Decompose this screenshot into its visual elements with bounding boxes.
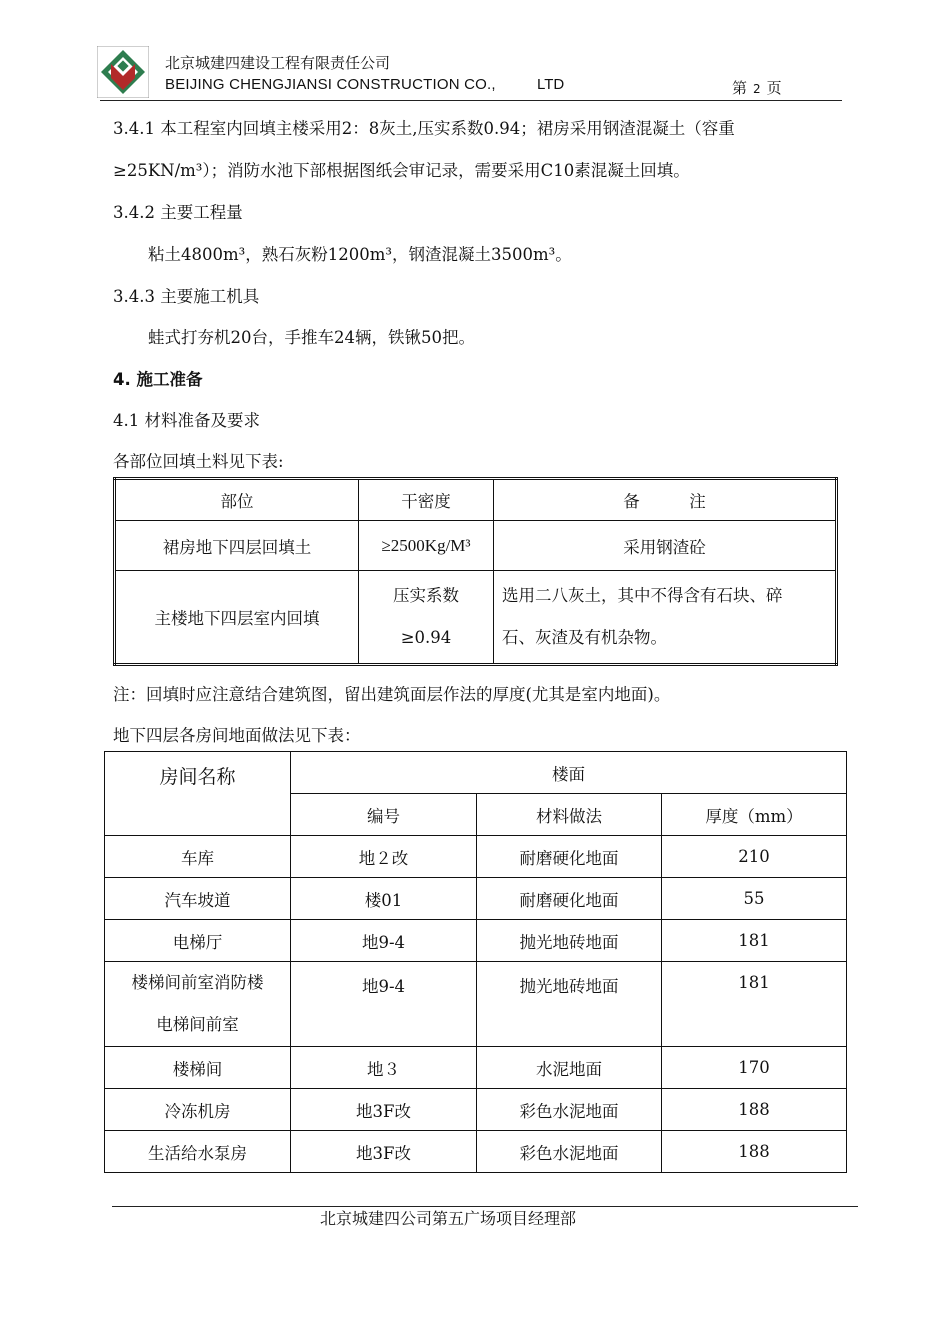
room-cell: 生活给水泵房	[105, 1131, 291, 1173]
table-header-cell: 厚度（mm）	[662, 794, 847, 836]
page-suffix: 页	[766, 79, 782, 97]
header-rule	[100, 100, 842, 101]
table1-note: 注：回填时应注意结合建筑图，留出建筑面层作法的厚度(尤其是室内地面)。	[113, 685, 671, 704]
room-cell	[105, 962, 291, 1047]
cell-line: 电梯间前室	[156, 1015, 239, 1034]
company-name-cn: 北京城建四建设工程有限责任公司	[165, 54, 391, 72]
paragraph-3-4-1-line1: 3.4.1 本工程室内回填主楼采用2：8灰土,压实系数0.94；裙房采用钢渣混凝土（容重	[113, 119, 735, 138]
heading-3-4-3: 3.4.3 主要施工机具	[113, 287, 260, 306]
method-cell: 彩色水泥地面	[477, 1089, 662, 1131]
table-header-cell: 部位	[115, 479, 359, 521]
table2-intro: 地下四层各房间地面做法见下表：	[113, 726, 361, 745]
thickness-cell: 170	[662, 1047, 847, 1089]
code-cell: 地9-4	[291, 962, 477, 1047]
page-prefix: 第	[732, 79, 748, 97]
table-cell: 主楼地下四层室内回填	[115, 571, 359, 665]
code-cell: 地２改	[291, 836, 477, 878]
method-cell: 抛光地砖地面	[477, 920, 662, 962]
cell-line: ≥0.94	[400, 628, 452, 647]
heading-4-1: 4.1 材料准备及要求	[113, 411, 260, 430]
cell-line: 楼梯间前室消防楼	[131, 973, 264, 992]
table-cell: ≥2500Kg/M³	[359, 521, 494, 571]
code-cell: 楼01	[291, 878, 477, 920]
method-cell: 耐磨硬化地面	[477, 878, 662, 920]
heading-3-4-2: 3.4.2 主要工程量	[113, 203, 243, 222]
paragraph-quantities: 粘土4800m³，熟石灰粉1200m³，钢渣混凝土3500m³。	[148, 245, 572, 264]
method-cell: 耐磨硬化地面	[477, 836, 662, 878]
table-cell	[359, 571, 494, 665]
thickness-cell: 188	[662, 1089, 847, 1131]
paragraph-machines: 蛙式打夯机20台，手推车24辆，铁锹50把。	[148, 328, 475, 347]
page-number-label	[732, 77, 782, 98]
thickness-cell: 55	[662, 878, 847, 920]
code-cell: 地3F改	[291, 1089, 477, 1131]
heading-4: 4. 施工准备	[113, 370, 203, 389]
room-cell: 车库	[105, 836, 291, 878]
table-header-cell: 材料做法	[477, 794, 662, 836]
table-row	[105, 1047, 847, 1089]
thickness-cell: 181	[662, 962, 847, 1047]
table-row	[105, 1089, 847, 1131]
table-cell	[494, 571, 837, 665]
cell-line: 压实系数	[393, 586, 459, 605]
table-row	[105, 878, 847, 920]
method-cell: 抛光地砖地面	[477, 962, 662, 1047]
floor-finish-table	[104, 751, 847, 1173]
room-cell: 电梯厅	[105, 920, 291, 962]
table-header-row	[105, 752, 847, 794]
cell-line: 选用二八灰土，其中不得含有石块、碎	[502, 586, 783, 605]
table1-intro: 各部位回填土料见下表:	[113, 452, 284, 471]
thickness-cell: 210	[662, 836, 847, 878]
thickness-cell: 188	[662, 1131, 847, 1173]
room-cell: 冷冻机房	[105, 1089, 291, 1131]
room-name-header: 房间名称	[105, 752, 291, 836]
method-cell: 彩色水泥地面	[477, 1131, 662, 1173]
floor-group-header: 楼面	[291, 752, 847, 794]
table-header-cell: 干密度	[359, 479, 494, 521]
company-logo-icon	[97, 46, 149, 98]
table-row	[105, 836, 847, 878]
code-cell: 地3F改	[291, 1131, 477, 1173]
cell-line: 石、灰渣及有机杂物。	[502, 628, 667, 647]
table-row	[105, 962, 847, 1047]
company-name-en-suffix: LTD	[537, 76, 565, 93]
company-logo	[97, 46, 149, 98]
code-cell: 地３	[291, 1047, 477, 1089]
table-row	[105, 920, 847, 962]
table-row	[115, 571, 837, 665]
company-name-en: BEIJING CHENGJIANSI CONSTRUCTION CO.,	[165, 76, 496, 93]
table-cell: 裙房地下四层回填土	[115, 521, 359, 571]
table-cell: 采用钢渣砼	[494, 521, 837, 571]
thickness-cell: 181	[662, 920, 847, 962]
table-row	[105, 1131, 847, 1173]
page-number: 2	[753, 82, 761, 96]
table-header-row	[115, 479, 837, 521]
table-header-cell: 备 注	[494, 479, 837, 521]
method-cell: 水泥地面	[477, 1047, 662, 1089]
fill-material-table	[113, 477, 838, 666]
room-cell: 汽车坡道	[105, 878, 291, 920]
table-row	[115, 521, 837, 571]
paragraph-3-4-1-line2: ≥25KN/m³）；消防水池下部根据图纸会审记录，需要采用C10素混凝土回填。	[113, 161, 690, 180]
footer-text: 北京城建四公司第五广场项目经理部	[320, 1209, 577, 1228]
code-cell: 地9-4	[291, 920, 477, 962]
room-cell: 楼梯间	[105, 1047, 291, 1089]
table-header-cell: 编号	[291, 794, 477, 836]
